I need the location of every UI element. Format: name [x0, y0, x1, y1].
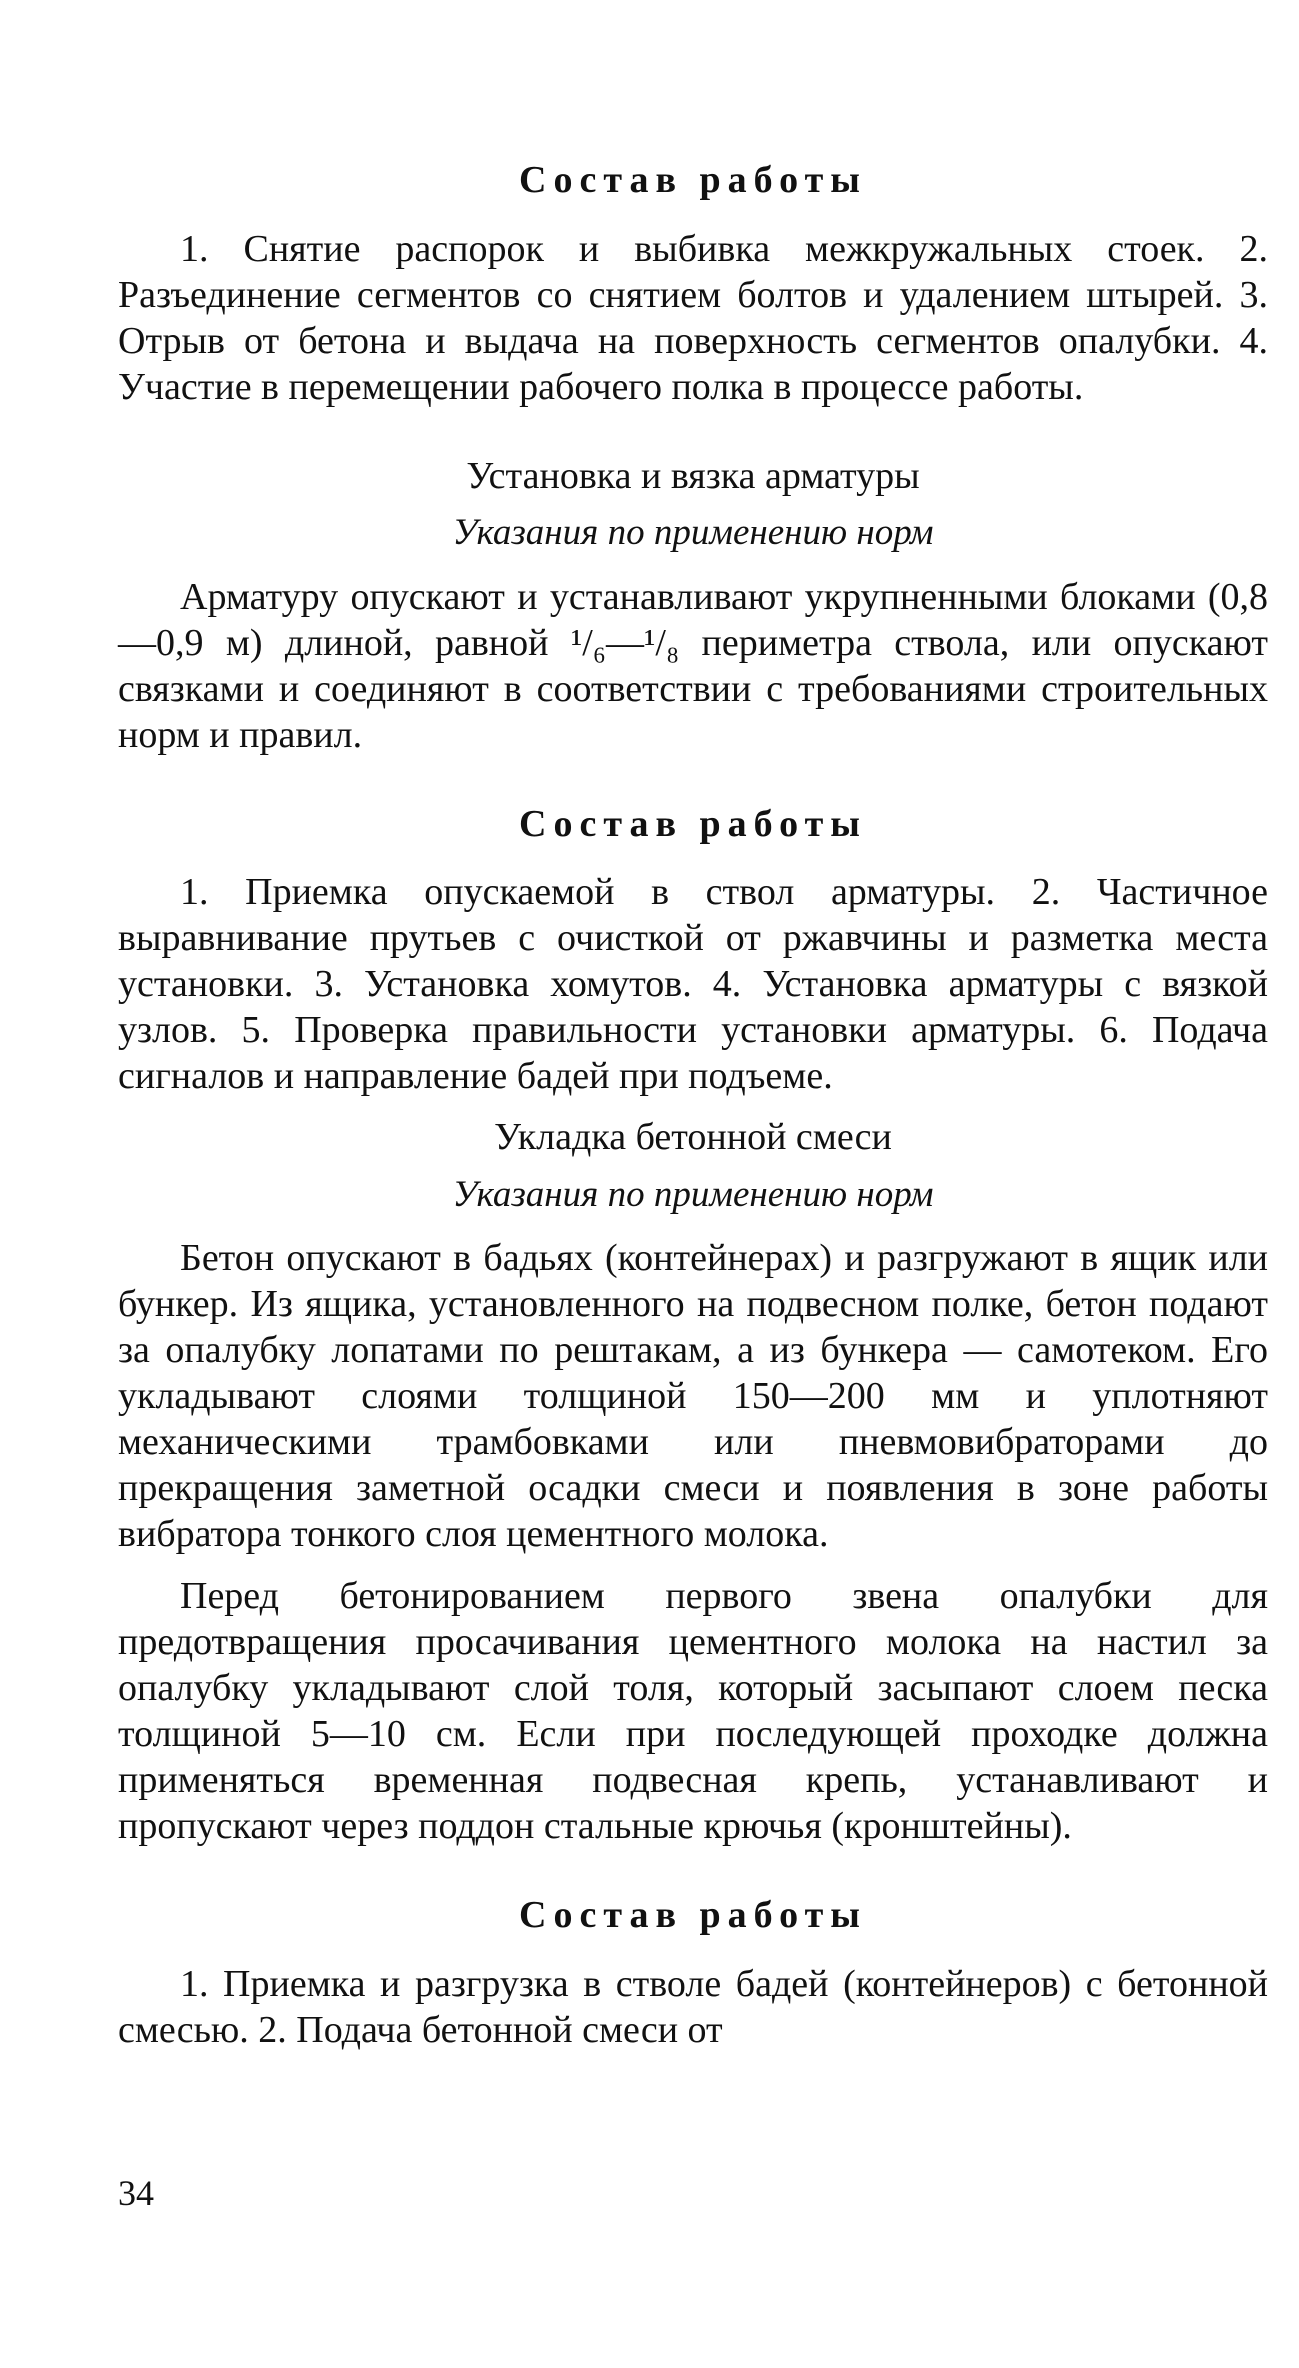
reinforcement-heading: Установка и вязка арматуры [466, 454, 920, 497]
composition-heading-2: Состав работы [519, 802, 867, 845]
composition-heading-1: Состав работы [519, 159, 867, 201]
page-number: 34 [118, 2173, 154, 2213]
composition-text-3: 1. Приемка и разгрузка в стволе бадей (контейнеров) с бетонной смесью. 2. Подача бетонной смеси от [118, 1962, 1268, 2051]
reinforcement-text: Арматуру опускают и устанавливают укрупненными блоками (0,8—0,9 м) длиной, равной ¹/₆—¹/₈ периметра ствола, или опускают связками и соединяют в соответствии с требованиями строительных норм и правил. [118, 575, 1268, 756]
concrete-text-2: Перед бетонированием первого звена опалубки для предотвращения просачивания цементного молока на настил за опалубку укладывают слой толя, который засыпают слоем песка толщиной 5—10 см. Если при последующей проходке должна применяться временная подвесная крепь, устанавливают и пропускают через поддон стальные крючья (кронштейны). [118, 1575, 1268, 1848]
composition-heading-3: Состав работы [519, 1894, 867, 1937]
concrete-text-1: Бетон опускают в бадьях (контейнерах) и разгружают в ящик или бункер. Из ящика, установленного на подвесном полке, бетон подают за опалубку лопатами по рештакам, а из бункера — самотеком. Его укладывают слоями толщиной 150—200 мм и уплотняют механическими трамбовками или пневмовибраторами до прекращения заметной осадки смеси и появления в зоне работы вибратора тонкого слоя цементного молока. [118, 1237, 1268, 1556]
concrete-subheading: Указания по применению норм [452, 1173, 934, 1215]
composition-text-1: 1. Снятие распорок и выбивка межкружальных стоек. 2. Разъединение сегментов со снятием болтов и удалением штырей. 3. Отрыв от бетона и выдача на поверхность сегментов опалубки. 4. Участие в перемещении рабочего полка в процессе работы. [118, 227, 1268, 408]
reinforcement-subheading: Указания по применению норм [452, 512, 934, 554]
page-content [118, 158, 1268, 2079]
composition-text-2: 1. Приемка опускаемой в ствол арматуры. 2. Частичное выравнивание прутьев с очисткой от ржавчины и разметка места установки. 3. Установка хомутов. 4. Установка арматуры с вязкой узлов. 5. Проверка правильности установки арматуры. 6. Подача сигналов и направление бадей при подъеме. [118, 871, 1268, 1098]
concrete-heading: Укладка бетонной смеси [494, 1116, 892, 1159]
